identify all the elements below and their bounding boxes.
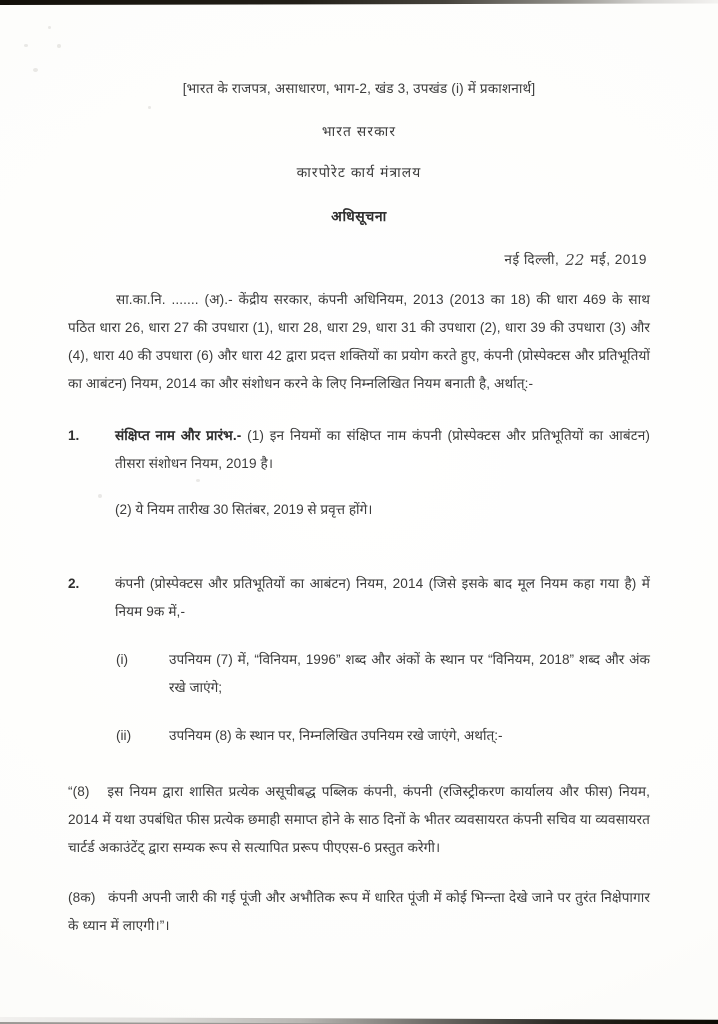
clause-2-body — [115, 570, 650, 626]
preamble-paragraph: सा.का.नि. ....... (अ).- केंद्रीय सरकार, कंपनी अधिनियम, 2013 (2013 का 18) की धारा 469 के साथ पठित धारा 26, धारा 27 की उपधारा (1), धारा 28, धारा 29, धारा 31 की उपधारा (2), धारा 39 की उपधारा (3) और (4), धारा 40 की उपधारा (6) और धारा 42 द्वारा प्रदत्त शक्तियों का प्रयोग करते हुए, कंपनी (प्रोस्पेक्टस और प्रतिभूतियों का आबंटन) नियम, 2014 का और संशोधन करने के लिए निम्नलिखित नियम बनाती है, अर्थात्:- — [68, 292, 650, 391]
dateline — [68, 249, 650, 268]
clause-2-number: 2. — [68, 576, 80, 591]
quoted-rule-8a — [68, 884, 650, 940]
clause-1-heading: संक्षिप्त नाम और प्रारंभ.- — [115, 428, 242, 443]
clause-1-subrule-2: (2) ये नियम तारीख 30 सितंबर, 2019 से प्रवृत्त होंगे। — [115, 502, 373, 517]
clause-1-text — [115, 422, 650, 478]
notification-title: अधिसूचना — [331, 208, 387, 224]
government-of-india-heading: भारत सरकार — [321, 124, 397, 139]
roman-item-ii-number: (ii) — [116, 728, 132, 743]
scan-speck — [57, 44, 61, 48]
quoted-rule-8 — [68, 778, 650, 862]
clause-1-subrule-1: (1) इन नियमों का संक्षिप्त नाम कंपनी (प्रोस्पेक्टस और प्रतिभूतियों का आबंटन) तीसरा संशोधन नियम, 2019 है। — [115, 428, 650, 471]
document-content — [68, 0, 650, 940]
dateline-place: नई दिल्ली, — [504, 252, 560, 267]
quoted-rule-8-text: इस नियम द्वारा शासित प्रत्येक असूचीबद्ध पब्लिक कंपनी, कंपनी (रजिस्ट्रीकरण कार्यालय और फीस) नियम, 2014 में यथा उपबंधित फीस प्रत्येक छमाही समाप्त होने के साठ दिनों के भीतर व्यवसायरत कंपनी सचिव या व्यवसायरत चार्टर्ड अकाउंटेंट् द्वारा सम्यक रूप से सत्यापित प्ररूप पीएएस-6 प्रस्तुत करेगी। — [68, 784, 650, 855]
roman-item-i — [68, 646, 650, 702]
clause-2 — [68, 570, 650, 626]
quoted-rule-8-label: “(8) — [68, 784, 90, 799]
scan-speck — [33, 68, 38, 72]
gazette-publication-reference: [भारत के राजपत्र, असाधारण, भाग-2, खंड 3, उपखंड (i) में प्रकाशनार्थ] — [182, 81, 536, 96]
dateline-month-year: मई, 2019 — [590, 252, 647, 267]
clause-1 — [68, 422, 650, 524]
roman-item-ii — [68, 722, 650, 750]
roman-item-i-text: उपनियम (7) में, “विनियम, 1996” शब्द और अंकों के स्थान पर “विनियम, 2018” शब्द और अंक रखे जाएंगे; — [169, 652, 650, 695]
clause-2-text: कंपनी (प्रोस्पेक्टस और प्रतिभूतियों का आबंटन) नियम, 2014 (जिसे इसके बाद मूल नियम कहा गया है) में नियम 9क में,- — [115, 576, 650, 619]
ministry-heading: कारपोरेट कार्य मंत्रालय — [296, 165, 422, 180]
clause-1-number: 1. — [68, 428, 80, 443]
clause-1-body — [115, 422, 650, 524]
quoted-rule-8a-label: (8क) — [68, 890, 96, 905]
dateline-day-handwritten: 22 — [565, 251, 585, 269]
scan-speck — [24, 44, 28, 47]
quoted-rule-8a-text: कंपनी अपनी जारी की गई पूंजी और अभौतिक रूप में धारित पूंजी में कोई भिन्न्ता देखे जाने पर तुरंत निक्षेपागार के ध्यान में लाएगी।”। — [68, 890, 650, 933]
scan-speck — [48, 26, 51, 29]
roman-item-i-number: (i) — [116, 652, 129, 667]
roman-item-ii-text: उपनियम (8) के स्थान पर, निम्नलिखित उपनियम रखे जाएंगे, अर्थात्:- — [169, 728, 503, 743]
